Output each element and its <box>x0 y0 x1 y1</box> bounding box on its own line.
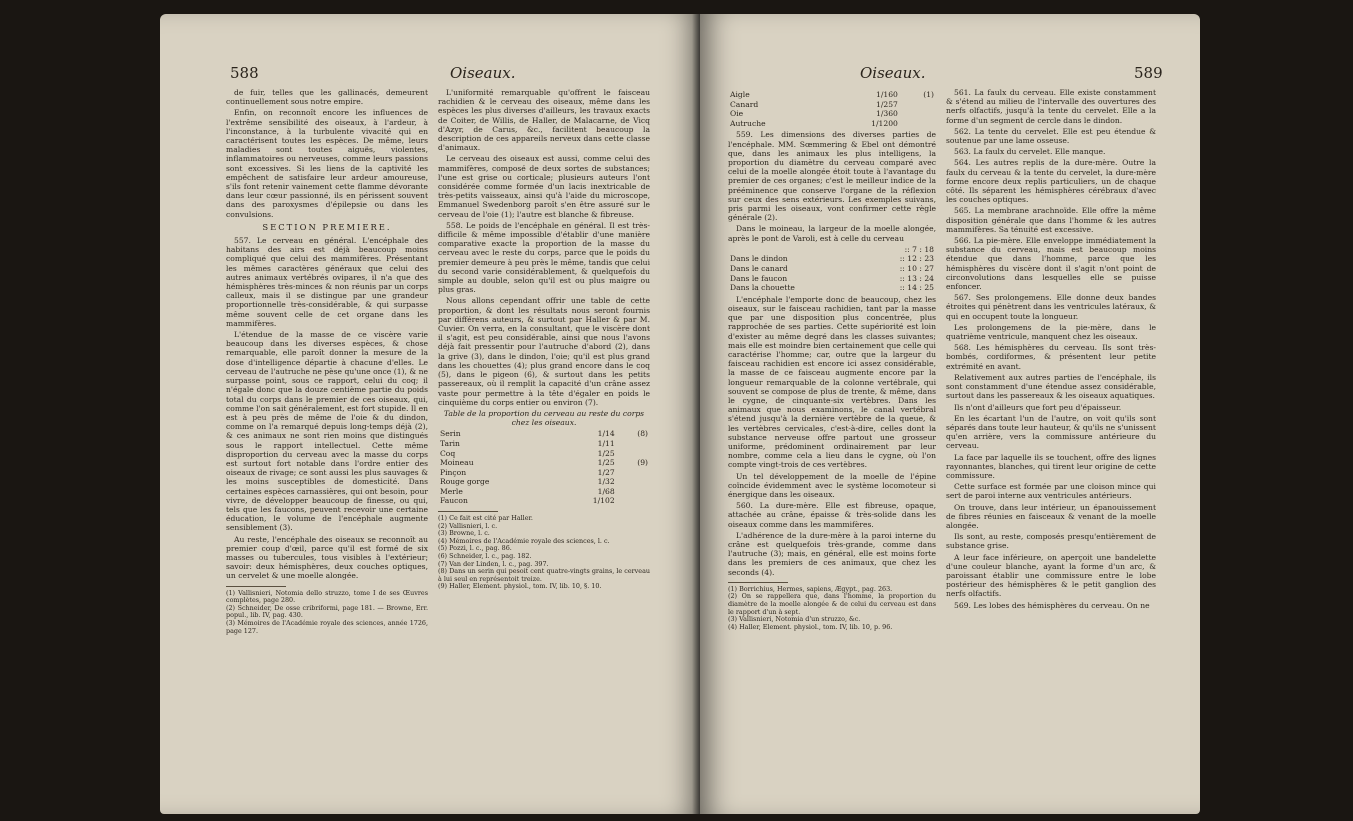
right-column-2 <box>946 88 1156 612</box>
left-column-1 <box>226 88 428 635</box>
ratio-table <box>728 245 936 293</box>
row-value: :: 13 : 24 <box>899 273 934 283</box>
table-row <box>438 439 650 449</box>
row-value: :: 14 : 25 <box>899 283 934 293</box>
paragraph: 564. Les autres replis de la dure-mère. Outre la faulx du cerveau & la tente du cervelet, la dure-mère forme encore deux replis particuliers, un de chaque côté. Ils séparent les hémisphères cérébraux d'avec les couches optiques. <box>946 158 1156 205</box>
paragraph: Les prolongemens de la pie-mère, dans le quatrième ventricule, manquent chez les oiseaux. <box>946 322 1156 342</box>
row-note <box>617 496 650 506</box>
row-label: Autruche <box>730 118 766 128</box>
paragraph: Cette surface est formée par une cloison mince qui sert de paroi interne aux ventricules antérieurs. <box>946 482 1156 501</box>
table-row <box>728 100 936 110</box>
row-label: Dans le faucon <box>730 273 788 283</box>
footnote: (5) Pozzi, l. c., pag. 86. <box>438 544 512 553</box>
row-label: Merle <box>440 486 463 496</box>
footnote: (1) Borrichius, Hermes, sapiens, Ægypt., pag. 263. <box>728 584 893 593</box>
paragraph: Au reste, l'encéphale des oiseaux se reconnoît au premier coup d'œil, parce qu'il est formé de six masses ou tubercules, tous visibles à l'extérieur; savoir: deux hémisphères, deux couches optiques, un cervelet & une moelle alongée. <box>226 534 428 581</box>
row-note <box>617 449 650 459</box>
footnote: (1) Vallisnieri, Notomia dello struzzo, tome I de ses Œuvres complètes, page 280. <box>226 588 428 605</box>
table-row <box>438 477 650 487</box>
footnote-rule <box>226 586 286 587</box>
footnote: (2) Vallisnieri, l. c. <box>438 521 498 530</box>
row-value: 1/25 <box>597 448 615 458</box>
paragraph: 565. La membrane arachnoïde. Elle offre la même disposition générale que dans l'homme & les autres mammifères. Sa ténuité est excessive. <box>946 206 1156 234</box>
table-row <box>728 109 936 119</box>
page-number: 588 <box>230 64 259 82</box>
row-value: :: 10 : 27 <box>899 264 934 273</box>
left-column-2 <box>438 88 650 591</box>
table-row <box>438 468 650 478</box>
table-row <box>728 283 936 293</box>
paragraph: 563. La faulx du cervelet. Elle manque. <box>954 147 1106 157</box>
footnotes <box>438 515 650 591</box>
row-value: 1/102 <box>592 496 615 506</box>
running-header: Oiseaux. <box>860 64 926 82</box>
paragraph: 560. La dure-mère. Elle est fibreuse, opaque, attachée au crâne, épaisse & très-solide dans les oiseaux comme dans les mammifères. <box>728 501 936 529</box>
table-row <box>438 487 650 497</box>
row-note: (8) <box>637 429 648 439</box>
paragraph: 566. La pie-mère. Elle enveloppe immédiatement la substance du cerveau, mais est beaucoup moins étendue que dans l'homme, parce que les hémisphères du viscère dont il s'agit n'ont point de circonvolutions dans lesquelles elle se puisse enfoncer. <box>946 236 1156 292</box>
paragraph: L'uniformité remarquable qu'offrent le faisceau rachidien & le cerveau des oiseaux, même dans les espèces les plus diverses d'ailleurs, les travaux exacts de Coiter, de Willis, de Haller, de Malacarne, de Vicq d'Azyr, de Carus, &c., facilitent beaucoup la description de ces appareils nerveux dans cette classe d'animaux. <box>438 88 650 153</box>
running-header: Oiseaux. <box>450 64 516 82</box>
paragraph: Un tel développement de la moelle de l'épine coïncide évidemment avec le système locomoteur si énergique dans les oiseaux. <box>728 471 936 500</box>
row-note: (1) <box>923 90 934 99</box>
paragraph: A leur face inférieure, on aperçoit une bandelette d'une couleur blanche, ayant la forme d'un arc, & paroissant établir une commissure entre le lobe postérieur des hémisphères & le petit ganglion des nerfs olfactifs. <box>946 552 1156 599</box>
row-value: 1/11 <box>597 438 615 448</box>
footnote: (2) On se rappellera que, dans l'homme, la proportion du diamètre de la moelle alongée & de celui du cerveau est dans le rapport d'un à sept. <box>728 592 936 616</box>
page-number: 589 <box>1134 64 1163 82</box>
row-label: Oie <box>730 109 744 119</box>
footnote-rule <box>728 582 788 583</box>
table-row <box>728 119 936 129</box>
paragraph: Dans le moineau, la largeur de la moelle alongée, après le pont de Varoli, est à celle du cerveau <box>728 224 936 243</box>
footnote: (3) Mémoires de l'Académie royale des sciences, année 1726, page 127. <box>226 618 428 635</box>
paragraph: 557. Le cerveau en général. L'encéphale des habitans des airs est déjà beaucoup moins compliqué que celui des mammifères. Présentant les mêmes caractères généraux que celui des autres animaux vertébrés ovipares, il n'a que des hémisphères très-minces & non réunis par un corps calleux, mais il se distingue par une grandeur proportionnelle très-considérable, & qui surpasse même souvent celle de cet organe dans les mammifères. <box>226 236 428 328</box>
paragraph: Ils n'ont d'ailleurs que fort peu d'épaisseur. <box>954 402 1122 412</box>
paragraph: 562. La tente du cervelet. Elle est peu étendue & soutenue par une lame osseuse. <box>946 126 1156 146</box>
row-value: 1/14 <box>597 429 615 439</box>
row-label: Dans le canard <box>730 264 788 273</box>
table-caption: Table de la proportion du cerveau au reste du corps chez les oiseaux. <box>443 408 645 428</box>
paragraph: En les écartant l'un de l'autre, on voit qu'ils sont séparés dans toute leur hauteur, & qu'ils ne s'unissent qu'en arrière, vers la commissure antérieure du cerveau. <box>946 413 1156 451</box>
row-note <box>617 439 650 449</box>
row-label: Dans la chouette <box>730 283 795 293</box>
footnote: (1) Ce fait est cité par Haller. <box>438 514 533 523</box>
paragraph: La face par laquelle ils se touchent, offre des lignes rayonnantes, blanches, qui tirent leur origine de cette commissure. <box>946 452 1156 480</box>
row-label: Pinçon <box>440 467 467 477</box>
footnote: (2) Schneider, De osse cribriformi, page 181. — Browne, Err. popul., lib. IV, pag. 430. <box>226 603 428 620</box>
paragraph: 561. La faulx du cerveau. Elle existe constamment & s'étend au milieu de l'intervalle des ouvertures des nerfs olfactifs, jusqu'à la tente du cervelet. Elle a la forme d'un segment de cercle dans le dindon. <box>946 88 1156 125</box>
footnote: (3) Vallisnieri, Notomia d'un struzzo, &c. <box>728 615 861 624</box>
row-value: 1/68 <box>597 486 615 496</box>
row-label: Serin <box>440 429 461 439</box>
table-row <box>438 429 650 439</box>
row-label: Aigle <box>730 90 750 99</box>
table-row <box>438 458 650 468</box>
paragraph: Relativement aux autres parties de l'encéphale, ils sont constamment d'une étendue assez considérable, surtout dans les passereaux & les oiseaux aquatiques. <box>946 372 1156 401</box>
row-value: 1/27 <box>597 467 615 477</box>
open-book <box>160 14 1200 814</box>
paragraph: On trouve, dans leur intérieur, un épanouissement de fibres réunies en faisceaux & venant de la moelle alongée. <box>946 502 1156 530</box>
row-value: 1/32 <box>597 477 615 487</box>
row-note <box>617 477 650 487</box>
row-label: Tarin <box>440 438 460 448</box>
row-note: (9) <box>637 458 648 468</box>
row-label: Coq <box>440 448 456 458</box>
paragraph: Le cerveau des oiseaux est aussi, comme celui des mammifères, composé de deux sortes de substances; l'une est grise ou corticale; plusieurs auteurs l'ont considérée comme formée d'un lacis inextricable de très-petits vaisseaux, ainsi qu'à l'aide du microscope, Emmanuel Swedenborg paroît s'en être assuré sur le cerveau de l'oie (1); l'autre est blanche & fibreuse. <box>438 154 650 219</box>
row-value: 1/25 <box>597 458 615 468</box>
row-value: :: 7 : 18 <box>904 244 934 254</box>
paragraph: de fuir, telles que les gallinacés, demeurent continuellement sous notre empire. <box>226 88 428 107</box>
table-row <box>728 90 936 100</box>
paragraph: Enfin, on reconnoît encore les influences de l'extrême sensibilité des oiseaux, à l'ardeur, à l'inconstance, à la turbulente vivacité qui en caractérisent toutes les espèces. De même, leurs maladies sont toutes aiguës, violentes, inflammatoires ou nerveuses, comme leurs passions sont excessives. Si les liens de la captivité les empêchent de satisfaire leur ardeur amoureuse, s'ils font retenir vainement cette flamme dévorante dans leur cœur passionné, ils en périssent souvent dans des paroxysmes d'épilepsie ou dans les convulsions. <box>226 108 428 219</box>
footnote: (6) Schneider, l. c., pag. 182. <box>438 552 532 561</box>
paragraph: 567. Ses prolongemens. Elle donne deux bandes étroites qui pénètrent dans les ventricules latéraux, & qui en occupent toute la longueur. <box>946 293 1156 321</box>
row-label: Moineau <box>440 458 474 468</box>
footnote: (4) Haller, Element. physiol., tom. IV, lib. 10, p. 96. <box>728 622 893 631</box>
row-label: Faucon <box>440 496 468 506</box>
table-row <box>438 449 650 459</box>
paragraph: 569. Les lobes des hémisphères du cerveau. On ne <box>954 600 1150 610</box>
paragraph: L'encéphale l'emporte donc de beaucoup, chez les oiseaux, sur le faisceau rachidien, tant par la masse que par une disposition plus concentrée, plus rapprochée de ses parties. Cette supériorité est loin d'exister au même degré dans les classes suivantes; mais elle est moindre bien certainement que celle qui caractérise l'homme; car, outre que la largeur du faisceau rachidien est encore ici assez considérable, la masse de ce faisceau augmente encore par la longueur remarquable de la colonne vertébrale, qui souvent se compose de plus de trente, & même, dans le cygne, de cinquante-six vertèbres. Dans les animaux que nous examinons, le canal vertébral s'étend jusqu'à la dernière vertèbre de la queue, & les vertèbres cervicales, c'est-à-dire, celles dont la substance nerveuse offre partout une grosseur uniforme, prédominent ordinairement par leur nombre, comme cela a lieu dans le cygne, où l'on compte vingt-trois de ces vertèbres. <box>728 294 936 470</box>
row-value: 1/1200 <box>871 118 898 128</box>
footnote: (7) Van der Linden, l. c., pag. 397. <box>438 559 549 568</box>
paragraph: L'étendue de la masse de ce viscère varie beaucoup dans les diverses espèces, & chose remarquable, elle paroît donner la mesure de la dose d'intelligence départie à chacune d'elles. Le cerveau de l'autruche ne pèse qu'une once (1), & ne surpasse point, sous ce rapport, celui du coq; il n'égale donc que la douze centième partie du poids total du corps dans le premier de ces oiseaux, qui, comme l'on sait généralement, est fort stupide. Il en est à peu près de même de l'oie & du dindon, comme on l'a remarqué depuis long-temps déjà (2), & ces animaux ne sont rien moins que distingués sous le rapport intellectuel. Cette même disproportion du cerveau avec la masse du corps est surtout fort notable dans l'ordre entier des oiseaux de rivage; ce sont aussi les plus sauvages & les moins susceptibles de domesticité. Dans certaines espèces carnassières, qui ont besoin, pour vivre, de développer beaucoup de finesse, ou qui, tels que les faucons, peuvent recevoir une certaine éducation, le volume de l'encéphale augmente sensiblement (3). <box>226 330 429 533</box>
right-column-1 <box>728 88 936 631</box>
left-page <box>160 14 700 814</box>
table-row <box>728 274 936 284</box>
row-value: 1/160 <box>876 90 898 99</box>
paragraph: L'adhérence de la dure-mère à la paroi interne du crâne est quelquefois très-grande, comme dans l'autruche (3); mais, en général, elle est moins forte dans les premiers de ces animaux, que chez les seconds (4). <box>728 530 936 577</box>
row-note <box>617 468 650 478</box>
proportion-table-continued <box>728 90 936 128</box>
row-label <box>728 245 862 255</box>
row-label: Canard <box>730 99 759 109</box>
row-note <box>900 100 936 110</box>
table-row <box>728 264 936 274</box>
right-page <box>700 14 1200 814</box>
footnotes <box>728 586 936 632</box>
paragraph: 558. Le poids de l'encéphale en général. Il est très-difficile & même impossible d'établir d'une manière comparative exacte la proportion de la masse du cerveau avec le reste du corps, parce que le poids du premier demeure à peu près le même, tandis que celui du second varie considérablement, & quelquefois du simple au double, selon qu'il est ou plus maigre ou plus gras. <box>438 220 650 295</box>
row-value: 1/257 <box>876 99 898 109</box>
row-note <box>900 109 936 119</box>
footnote-rule <box>438 511 498 512</box>
row-label: Rouge gorge <box>440 477 490 487</box>
footnote: (9) Haller, Element. physiol., tom. IV, lib. 10, §. 10. <box>438 582 602 591</box>
proportion-table <box>438 429 650 506</box>
footnote: (8) Dans un serin qui pesoit cent quatre-vingts grains, le cerveau à lui seul en représentoit treize. <box>438 567 650 583</box>
table-row <box>438 496 650 506</box>
paragraph: Nous allons cependant offrir une table de cette proportion, & dont les résultats nous seront fournis par différens auteurs, & surtout par Haller & par M. Cuvier. On verra, en la consultant, que le viscère dont il s'agit, est peu considérable, ainsi que nous l'avons déjà fait pressentir pour l'autruche d'abord (2), dans la grive (3), dans le dindon, l'oie; qu'il est plus grand dans les chouettes (4); plus grand encore dans le coq (5), dans le pigeon (6), & surtout dans les petits passereaux, où il remplit la capacité d'un crâne assez vaste pour permettre à la tête d'égaler en poids le cinquième du corps entier ou environ (7). <box>438 296 650 407</box>
row-label: Dans le dindon <box>730 254 788 264</box>
row-note <box>617 487 650 497</box>
paragraph: 559. Les dimensions des diverses parties de l'encéphale. MM. Sœmmering & Ebel ont démontré que, dans les animaux les plus intelligens, la proportion du diamètre du cerveau comparé avec celui de la moelle alongée étoit toute à l'avantage du premier de ces organes; c'est le meilleur indice de la prééminence que conserve l'organe de la réflexion sur ceux des sens extérieurs. Les exemples suivans, pris parmi les oiseaux, vont confirmer cette règle générale (2). <box>728 130 936 223</box>
footnote: (3) Browne, l. c. <box>438 529 490 538</box>
footnotes <box>226 590 428 636</box>
footnote: (4) Mémoires de l'Académie royale des sciences, l. c. <box>438 536 610 545</box>
row-value: :: 12 : 23 <box>899 254 934 264</box>
paragraph: 568. Les hémisphères du cerveau. Ils sont très-bombés, cordiformes, & présentent leur petite extrémité en avant. <box>946 343 1156 371</box>
section-heading: SECTION PREMIERE. <box>262 221 392 232</box>
table-row <box>728 245 936 255</box>
paragraph: Ils sont, au reste, composés presqu'entièrement de substance grise. <box>946 532 1156 551</box>
row-note <box>900 119 936 129</box>
row-value: 1/360 <box>876 109 898 119</box>
table-row <box>728 254 936 264</box>
